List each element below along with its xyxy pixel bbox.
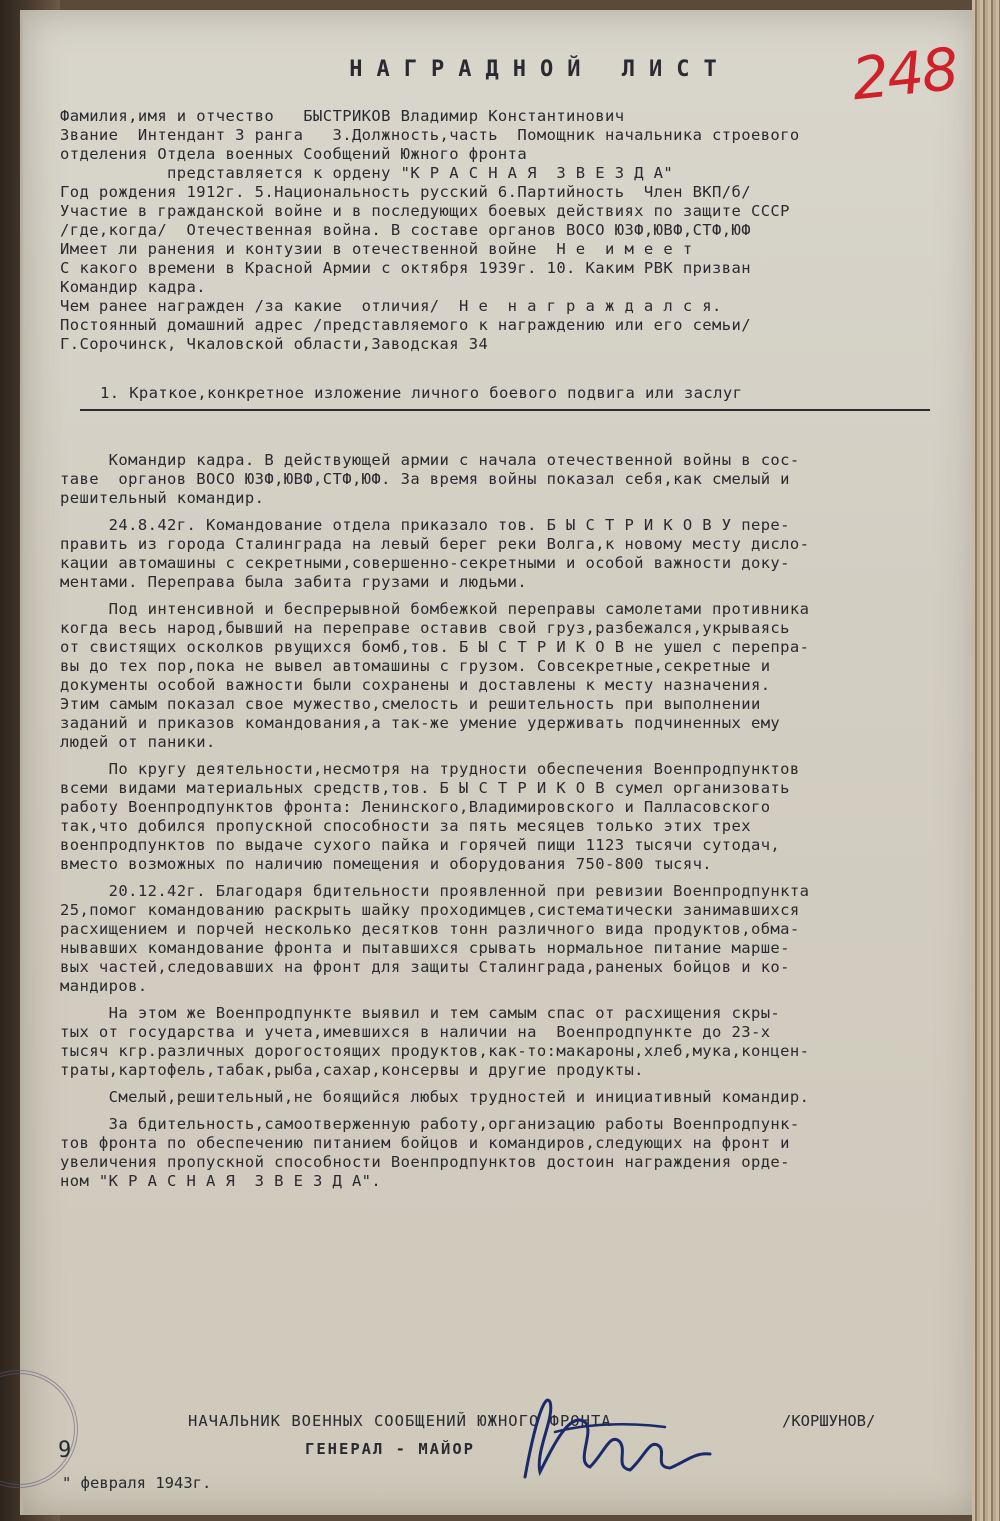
paragraph-line: мандиров.	[60, 977, 148, 995]
field-nominated-order: представляется к ордену "К Р А С Н А Я З В Е З Д А"	[60, 164, 674, 182]
paragraph-line: Под интенсивной и беспрерывной бомбежкой переправы самолетами противника	[60, 600, 810, 618]
paragraph-4	[60, 760, 940, 874]
document-body	[60, 57, 940, 1191]
paragraph-line: вы до тех пор,пока не вывел автомашины с грузом. Совсекретные,секретные и	[60, 657, 771, 675]
paragraph-7	[60, 1088, 940, 1107]
field-service-since: С какого времени в Красной Армии с октября 1939г. 10. Каким РВК призван	[60, 259, 751, 277]
paragraph-line: По кругу деятельности,несмотря на трудности обеспечения Военпродпунктов	[60, 760, 800, 778]
document-title: НАГРАДНОЙ ЛИСТ	[349, 57, 731, 82]
paragraph-line: так,что добился пропускной способности за пять месяцев только этих трех	[60, 817, 751, 835]
field-fullname: Фамилия,имя и отчество БЫСТРИКОВ Владимир Константинович	[60, 107, 625, 125]
paragraph-line: от свистящих осколков рвущихся бомб,тов. Б Ы С Т Р И К О В не ушел с перепра-	[60, 638, 810, 656]
paragraph-line: людей от паники.	[60, 733, 216, 751]
field-rank-position: Звание Интендант 3 ранга 3.Должность,часть Помощник начальника строевого	[60, 126, 800, 144]
paragraph-line: править из города Сталинграда на левый берег реки Волга,к новому месту дисло-	[60, 535, 810, 553]
paragraph-line: ном "К Р А С Н А Я З В Е З Д А".	[60, 1172, 382, 1190]
field-home-address: Г.Сорочинск, Чкаловской области,Заводская 34	[60, 335, 489, 353]
field-birth-nationality-party: Год рождения 1912г. 5.Национальность русский 6.Партийность Член ВКП/б/	[60, 183, 751, 201]
paragraph-line: ментами. Переправа была забита грузами и людьми.	[60, 573, 528, 591]
paragraph-line: Командир кадра. В действующей армии с начала отечественной войны в сос-	[60, 451, 800, 469]
field-unit: отделения Отдела военных Сообщений Южного фронта	[60, 145, 528, 163]
paragraph-line: вых частей,следовавших на фронт для защиты Сталинграда,раненых бойцов и ко-	[60, 958, 790, 976]
paragraph-line: 24.8.42г. Командование отдела приказало тов. Б Ы С Т Р И К О В У пере-	[60, 516, 790, 534]
paragraph-line: траты,картофель,табак,рыба,сахар,консервы и другие продукты.	[60, 1061, 644, 1079]
handwritten-page-number: 248	[848, 34, 960, 114]
paragraph-line: военпродпунктов по выдаче сухого пайка и горячей пищи 1123 тысячи сутодач,	[60, 836, 781, 854]
paragraph-line: Этим самым показал свое мужество,смелость и решительность при выполнении	[60, 695, 761, 713]
paragraph-line: решительный командир.	[60, 489, 265, 507]
paragraph-line: тысяч кгр.различных дорогостоящих продуктов,как-то:макароны,хлеб,мука,концен-	[60, 1042, 810, 1060]
paragraph-6	[60, 1004, 940, 1080]
section-heading: 1. Краткое,конкретное изложение личного боевого подвига или заслуг	[100, 384, 743, 402]
paragraph-8	[60, 1115, 940, 1191]
paragraph-line: заданий и приказов командования,а так-же умение удерживать подчиненных ему	[60, 714, 781, 732]
paragraph-1	[60, 451, 940, 508]
field-drafted-by: Командир кадра.	[60, 278, 206, 296]
field-home-address-label: Постоянный домашний адрес /представляемого к награждению или его семьи/	[60, 316, 751, 334]
paragraph-2	[60, 516, 940, 592]
paragraph-line: 20.12.42г. Благодаря бдительности проявленной при ревизии Военпродпункта	[60, 882, 810, 900]
header-fields	[60, 107, 940, 354]
paragraph-line: За бдительность,самоотверженную работу,организацию работы Военпродпунк-	[60, 1115, 800, 1133]
field-previous-awards: Чем ранее награжден /за какие отличия/ Н е н а г р а ж д а л с я.	[60, 297, 722, 315]
field-where-when: /где,когда/ Отечественная война. В составе органов ВОСО ЮЗФ,ЮВФ,СТФ,ЮФ	[60, 221, 751, 239]
paragraph-line: работу Военпродпунктов фронта: Ленинского,Владимировского и Палласовского	[60, 798, 771, 816]
page-stack-edge	[972, 0, 1000, 1521]
paragraph-line: Смелый,решительный,не боящийся любых трудностей и инициативный командир.	[60, 1088, 810, 1106]
paragraph-5	[60, 882, 940, 996]
handwritten-signature	[515, 1382, 715, 1492]
paragraph-line: всеми видами материальных средств,тов. Б Ы С Т Р И К О В сумел организовать	[60, 779, 790, 797]
signatory-position: НАЧАЛЬНИК ВОЕННЫХ СООБЩЕНИЙ ЮЖНОГО ФРОНТА	[188, 1412, 612, 1430]
signatory-rank: ГЕНЕРАЛ - МАЙОР	[305, 1440, 475, 1458]
paragraph-line: документы особой важности были сохранены и доставлены к месту назначения.	[60, 676, 771, 694]
date-day-handwritten: 9	[58, 1438, 72, 1463]
paragraph-line: увеличения пропускной способности Военпродпунктов достоин награждения орде-	[60, 1153, 790, 1171]
paragraph-line: расхищением и порчей несколько десятков тонн различного вида продуктов,обма-	[60, 920, 800, 938]
paragraph-line: таве органов ВОСО ЮЗФ,ЮВФ,СТФ,ЮФ. За время войны показал себя,как смелый и	[60, 470, 790, 488]
paragraph-line: тых от государства и учета,имевшихся в наличии на Военпродпункте до 23-х	[60, 1023, 771, 1041]
field-wounds: Имеет ли ранения и контузии в отечественной войне Н е и м е е т	[60, 240, 693, 258]
paragraph-line: когда весь народ,бывший на переправе оставив свой груз,разбежался,укрываясь	[60, 619, 790, 637]
field-civil-war-participation: Участие в гражданской войне и в последующих боевых действиях по защите СССР	[60, 202, 790, 220]
paragraph-3	[60, 600, 940, 752]
paragraph-line: кации автомашины с секретными,совершенно-секретными и особой важности доку-	[60, 554, 790, 572]
paragraph-line: нывавших командование фронта и пытавшихся срывать нормальное питание марше-	[60, 939, 790, 957]
paragraph-line: тов фронта по обеспечению питанием бойцов и командиров,следующих на фронт и	[60, 1134, 790, 1152]
paragraph-line: вместо возможных по наличию помещения и оборудования 750-800 тысяч.	[60, 855, 713, 873]
paragraph-line: 25,помог командованию раскрыть шайку проходимцев,систематически занимавшихся	[60, 901, 800, 919]
document-date: " февраля 1943г.	[62, 1474, 212, 1492]
paragraph-line: На этом же Военпродпункте выявил и тем самым спас от расхищения скры-	[60, 1004, 781, 1022]
signatory-name: /КОРШУНОВ/	[782, 1412, 876, 1430]
